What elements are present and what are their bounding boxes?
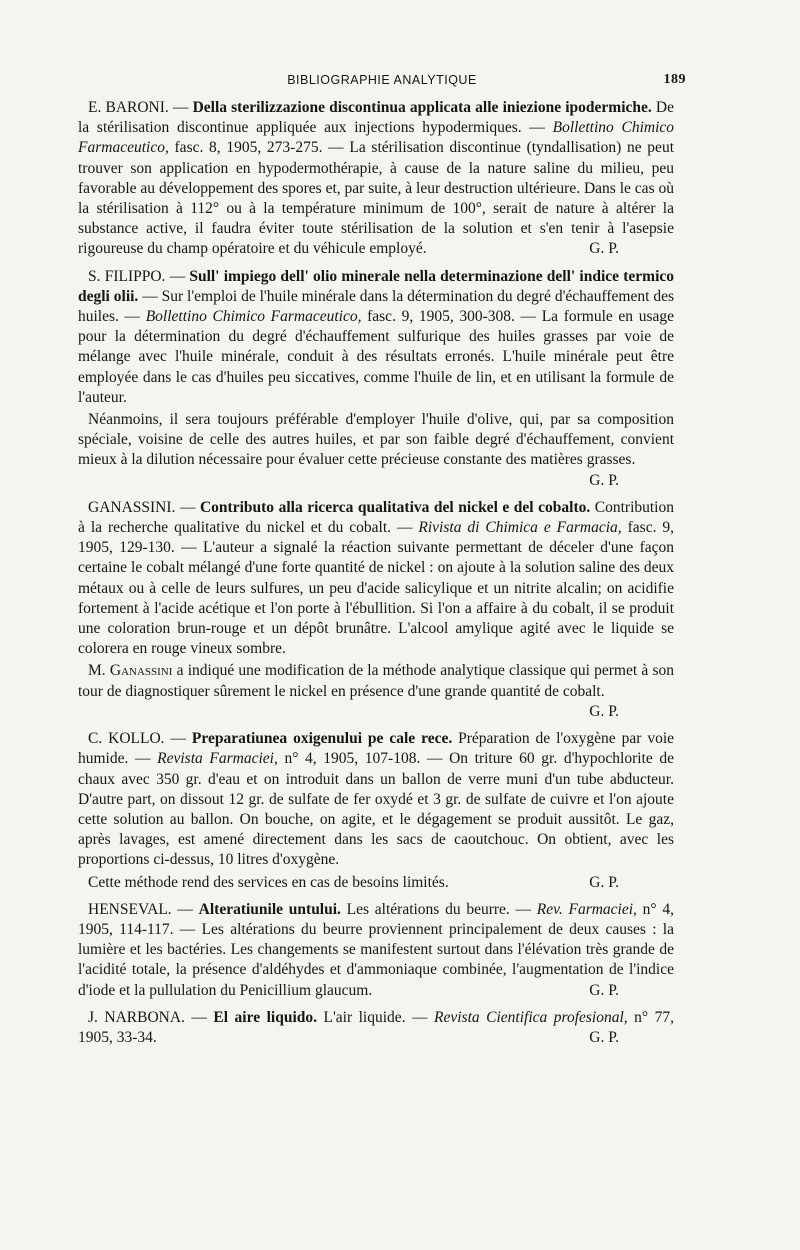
entry-translation: — Sur l'emploi de l'huile minérale dans la détermination du degré d'échauffement des huiles. — <box>78 287 674 326</box>
entry-paragraph <box>78 410 674 489</box>
entry-translation: De la stérilisation discontinue appliquée aux injections hypodermiques. — <box>78 99 675 137</box>
entry-original-title: Contributo alla ricerca qualitativa del nickel e del cobalto. <box>199 498 591 516</box>
entry-journal: Revista Farmaciei, <box>157 750 278 768</box>
entry-journal: Bollettino Chimico Farmaceutico, <box>78 119 675 157</box>
entry-paragraph <box>78 498 674 660</box>
entry-author: C. KOLLO. <box>88 730 165 748</box>
entry-author: GANASSINI. <box>88 498 176 516</box>
running-title: BIBLIOGRAPHIE ANALYTIQUE <box>287 73 477 87</box>
entry-author: HENSEVAL. <box>88 900 172 918</box>
dash: — <box>168 99 193 116</box>
bibliography-entry <box>78 900 674 1001</box>
entry-paragraph <box>78 900 674 1001</box>
entry-author-name: Ganassini <box>109 662 173 680</box>
entry-signature: G. P. <box>589 471 619 489</box>
entry-signature: G. P. <box>589 1028 619 1046</box>
bibliography-entry <box>78 267 674 491</box>
bibliography-entry <box>78 98 674 260</box>
entry-paragraph <box>78 661 674 720</box>
entry-citation: fasc. 9, 1905, 129-130. — <box>78 519 675 557</box>
bibliography-entry <box>78 1008 674 1048</box>
entry-signature: G. P. <box>589 873 619 891</box>
entry-citation: n° 77, 1905, 33-34. <box>78 1008 674 1046</box>
dash: — <box>171 900 199 918</box>
entry-second-paragraph-prefix: M. <box>88 662 110 680</box>
entry-journal: Rev. Farmaciei, <box>536 900 637 918</box>
entry-paragraph <box>78 267 674 408</box>
entry-translation: Contribution à la recherche qualitative du nickel et du cobalt. — <box>78 498 674 537</box>
entry-journal: Revista Cientifica profesional, <box>434 1008 628 1026</box>
entry-citation: n° 4, 1905, 107-108. — <box>277 750 450 768</box>
entry-original-title: Alteratiunile untului. <box>198 900 341 918</box>
entry-citation: fasc. 9, 1905, 300-308. — <box>361 308 542 326</box>
entry-signature: G. P. <box>589 240 619 258</box>
entry-paragraph <box>78 1008 674 1048</box>
page-header <box>78 70 686 92</box>
page-number: 189 <box>663 72 686 87</box>
bibliography-entry <box>78 498 674 722</box>
page-body <box>78 98 674 1055</box>
bibliography-entry <box>78 729 674 893</box>
entry-translation: L'air liquide. — <box>317 1008 435 1026</box>
entry-original-title: Sull' impiego dell' olio minerale nella determinazione dell' indice termico degli olii. <box>78 267 675 305</box>
entry-abstract: La stérilisation discontinue (tyndallisation) ne peut trouver son application en hypodermothérapie, à cause de la nature saline du milieu, peu favorable au développement des spores et, par suite, à leur destruction ultérieure. Dans le cas où la stérilisation à 112° ou à la température minimum de 100°, serait de nature à altérer la substance active, il faudra éviter toute stérilisation de la solution et s'en tenir à l'asepsie rigoureuse du champ opératoire et du véhicule employé. <box>78 139 674 258</box>
entry-abstract: Les altérations du beurre proviennent principalement de deux causes : la lumière et les bactéries. Les changements se manifestent surtout dans l'élévation très grande de l'acidité totale, la présence d'aldéhydes et d'ammoniaque combinée, l'augmentation de l'indice d'iode et la pullulation du Penicillium glaucum. <box>78 920 674 999</box>
entry-author: S. FILIPPO. <box>88 267 166 285</box>
entry-signature: G. P. <box>589 702 619 720</box>
dash: — <box>164 730 192 748</box>
entry-translation: Préparation de l'oxygène par voie humide. — <box>78 730 675 768</box>
entry-abstract: On triture 60 gr. d'hypochlorite de chaux avec 350 gr. d'eau et on introduit dans un ballon de verre muni d'un tube abducteur. D'autre part, on dissout 12 gr. de sulfate de fer oxydé et 3 gr. de sulfate de cuivre et l'on ajoute cette solution au ballon. On bouche, on agite, et le dégagement se produit aussitôt. Le gaz, après lavages, est amené directement dans les sacs de caoutchouc. On obtient, avec les proportions ci-dessus, 10 litres d'oxygène. <box>78 750 674 869</box>
entry-second-paragraph: a indiqué une modification de la méthode analytique classique qui permet à son tour de diagnostiquer sûrement le nickel en présence d'une grande quantité de cobalt. <box>78 662 674 700</box>
entry-original-title: El aire liquido. <box>213 1008 317 1026</box>
dash: — <box>184 1008 214 1026</box>
entry-author: E. BARONI. <box>88 99 169 116</box>
entry-journal: Rivista di Chimica e Farmacia, <box>418 519 622 537</box>
entry-author: J. NARBONA. <box>88 1008 185 1026</box>
entry-paragraph <box>78 873 674 893</box>
dash: — <box>175 498 200 516</box>
entry-translation: Les altérations du beurre. — <box>340 900 537 918</box>
entry-abstract: La formule en usage pour la détermination du degré d'échauffement sulfurique des huiles grasses par voie de mélange avec l'huile minérale, conduit à des résultats erronés. L'huile minérale peut être employée dans le cas d'huiles peu siccatives, comme l'huile de lin, et en utilisant la formule de l'auteur. <box>78 308 674 406</box>
entry-paragraph <box>78 729 674 870</box>
entry-second-paragraph: Cette méthode rend des services en cas de besoins limités. <box>88 873 449 891</box>
entry-citation: fasc. 8, 1905, 273-275. — <box>168 139 350 157</box>
entry-original-title: Preparatiunea oxigenului pe cale rece. <box>191 730 453 748</box>
entry-second-paragraph: Néanmoins, il sera toujours préférable d'employer l'huile d'olive, qui, par sa composition spéciale, voisine de celle des autres huiles, et par son faible degré d'échauffement, convient mieux à la dilution nécessaire pour évaluer cette précieuse constante des matières grasses. <box>78 411 674 469</box>
entry-paragraph <box>78 98 674 260</box>
entry-journal: Bollettino Chimico Farmaceutico, <box>145 308 362 326</box>
entry-abstract: L'auteur a signalé la réaction suivante permettant de déceler d'une façon certaine le cobalt mélangé d'une forte quantité de nickel : on ajoute à la solution saline des deux métaux ou à celle de leurs sulfures, un peu d'acide salicylique et un nitrite alcalin; on acidifie fortement à l'acide acétique et l'on porte à l'ébullition. Si l'on a affaire à du cobalt, il se produit une coloration brun-rouge et un dépôt brunâtre. L'alcool amylique agité avec le liquide se colorera en rouge vineux sombre. <box>78 539 674 658</box>
entry-signature: G. P. <box>589 981 619 999</box>
dash: — <box>165 267 190 285</box>
entry-citation: n° 4, 1905, 114-117. — <box>78 900 674 938</box>
entry-original-title: Della sterilizzazione discontinua applicata alle iniezione ipodermiche. <box>192 99 652 116</box>
